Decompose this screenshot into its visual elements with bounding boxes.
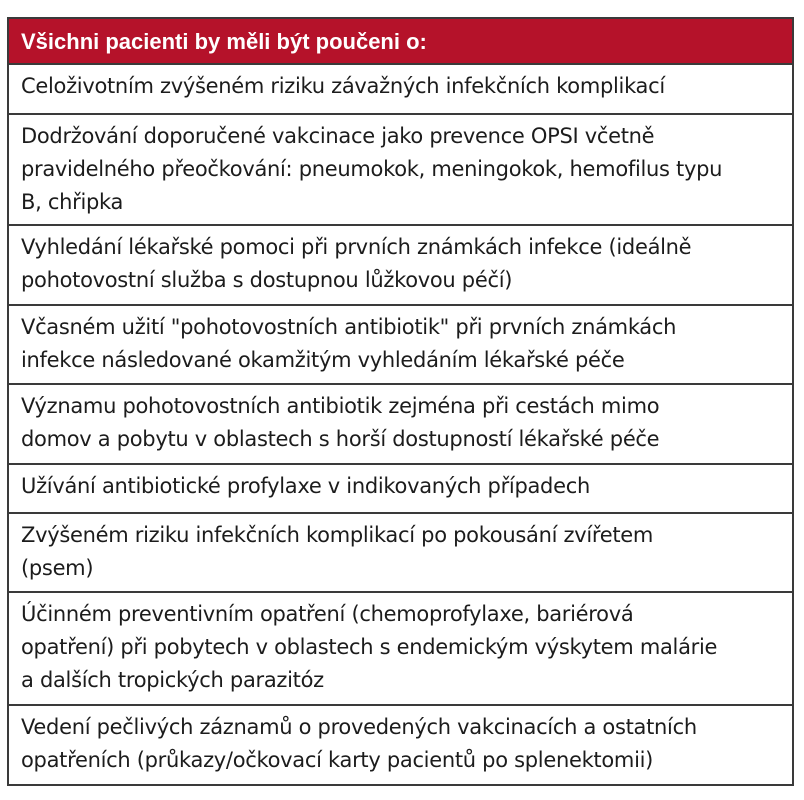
table-row xyxy=(9,113,792,224)
table-row xyxy=(9,65,792,113)
table-row xyxy=(9,224,792,304)
row-text-line: Vyhledání lékařské pomoci při prvních známkách infekce (ideálně xyxy=(21,235,692,259)
row-text-line: pohotovostní služba s dostupnou lůžkovou péčí) xyxy=(21,268,513,292)
row-text-line: infekce následované okamžitým vyhledáním lékařské péče xyxy=(21,348,625,372)
row-text-line: B, chřipka xyxy=(21,190,124,214)
row-text-line: Účinném preventivním opatření (chemoprofylaxe, bariérová xyxy=(21,602,634,626)
row-text-line: Dodržování doporučené vakcinace jako prevence OPSI včetně xyxy=(21,124,655,148)
row-text-line: opatření) při pobytech v oblastech s endemickým výskytem malárie xyxy=(21,635,718,659)
row-text-line: Zvýšeném riziku infekčních komplikací po pokousání zvířetem xyxy=(21,523,654,547)
row-text-line: opatřeních (průkazy/očkovací karty pacientů po splenektomii) xyxy=(21,748,654,772)
row-text-line: domov a pobytu v oblastech s horší dostupností lékařské péče xyxy=(21,427,660,451)
row-text-line: (psem) xyxy=(21,556,94,580)
row-text-line: Celoživotním zvýšeném riziku závažných infekčních komplikací xyxy=(21,74,665,98)
row-text-line: Vedení pečlivých záznamů o provedených vakcinacích a ostatních xyxy=(21,715,697,739)
row-text-line: Užívání antibiotické profylaxe v indikovaných případech xyxy=(21,474,590,498)
table-row xyxy=(9,704,792,784)
row-text-line: pravidelného přeočkování: pneumokok, meningokok, hemofilus typu xyxy=(21,157,723,181)
table-row xyxy=(9,383,792,463)
table-header: Všichni pacienti by měli být poučeni o: xyxy=(9,19,792,65)
table-row xyxy=(9,304,792,383)
recommendations-table xyxy=(7,17,794,786)
row-text-line: a dalších tropických parazitóz xyxy=(21,668,324,692)
table-row xyxy=(9,591,792,704)
row-text-line: Významu pohotovostních antibiotik zejména při cestách mimo xyxy=(21,394,660,418)
table-row xyxy=(9,463,792,512)
table-body xyxy=(9,65,792,784)
row-text-line: Včasném užití "pohotovostních antibiotik" při prvních známkách xyxy=(21,315,677,339)
table-row xyxy=(9,512,792,591)
